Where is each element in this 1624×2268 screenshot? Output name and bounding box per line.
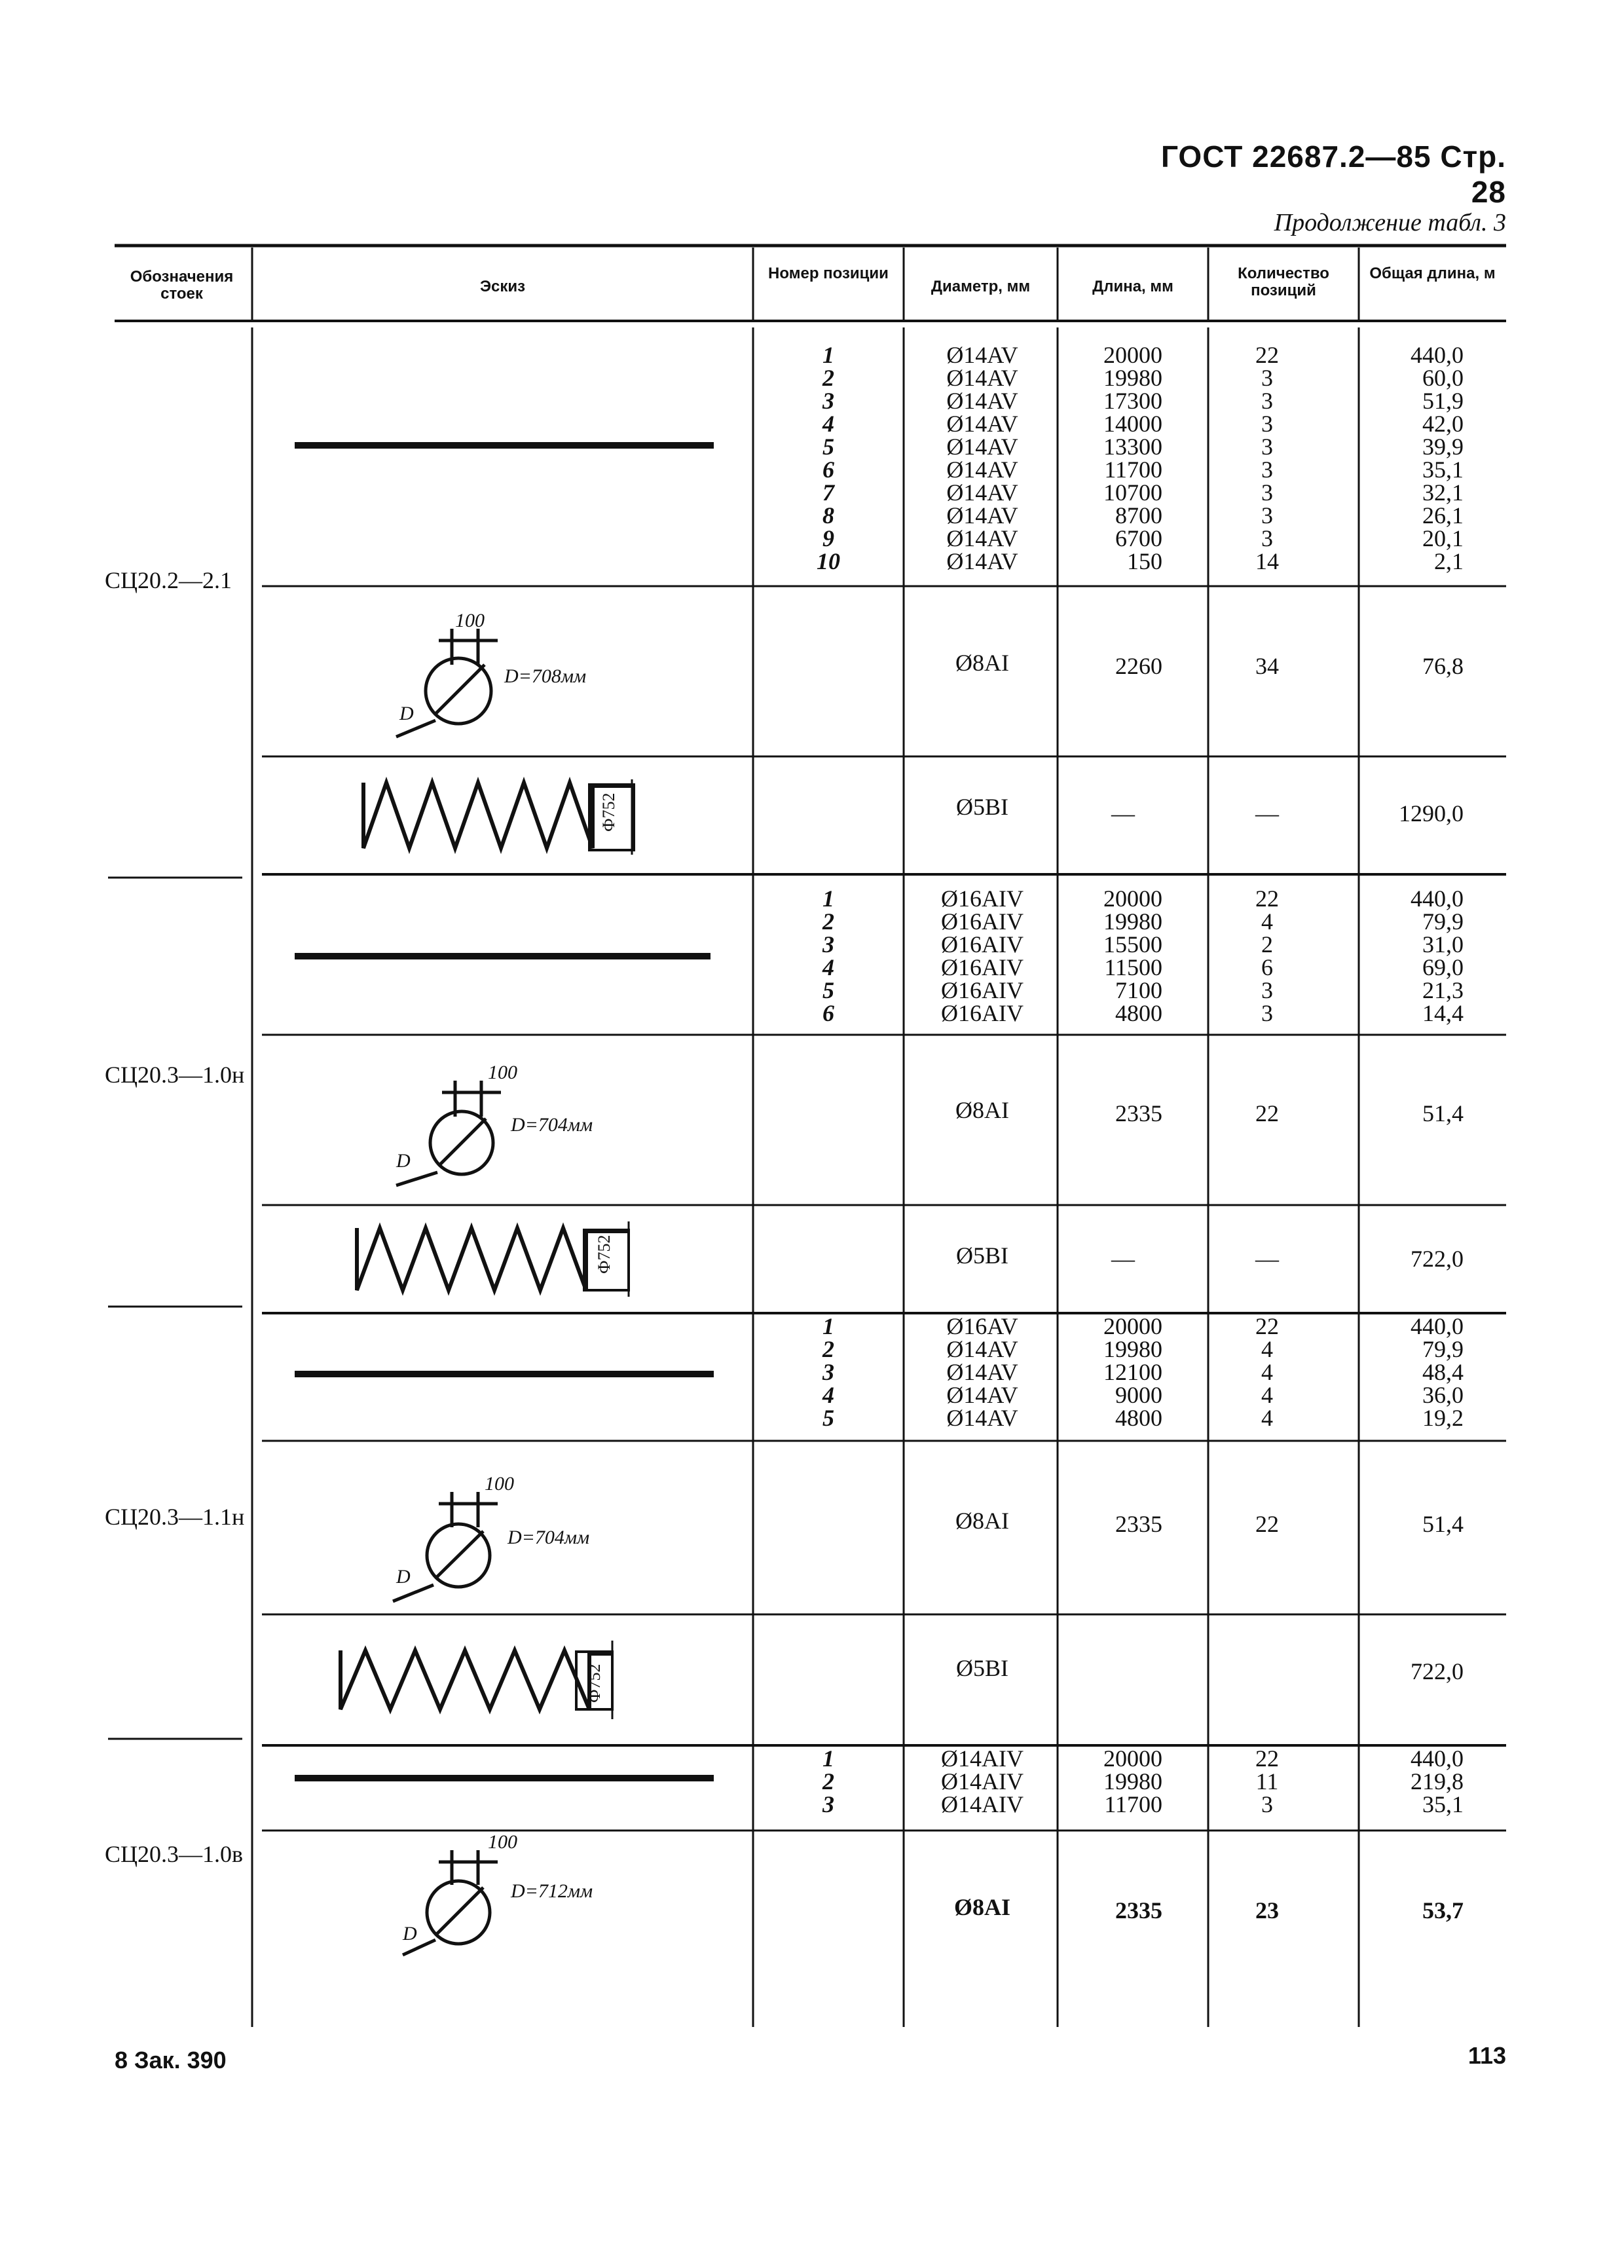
- ring-dim-4: 100: [488, 1831, 517, 1853]
- ring-count-4: 23: [1255, 1897, 1279, 1924]
- positions-2: 1 2 3 4 5 6: [822, 885, 834, 1026]
- ring-sketch-2: [396, 1081, 501, 1185]
- positions-1: 1 2 3 4 5 6 7 8 9 10: [817, 342, 840, 574]
- ring-d-label-3: D: [396, 1566, 411, 1588]
- designation-3: СЦ20.3—1.1н: [105, 1504, 245, 1530]
- ring-total-3: 51,4: [1422, 1511, 1464, 1537]
- bar-sketches: [295, 445, 714, 1778]
- counts-1: 22 3 3 3 3 3 3 3 3 14: [1255, 342, 1279, 574]
- ring-total-1: 76,8: [1422, 653, 1464, 679]
- page-number: 113: [1467, 2042, 1506, 2069]
- lengths-4: 20000 19980 11700: [1103, 1745, 1162, 1817]
- positions-3: 1 2 3 4 5: [822, 1313, 834, 1431]
- spiral-sketch-2: [357, 1221, 629, 1297]
- spiral-length-1: —: [1111, 800, 1135, 827]
- positions-4: 1 2 3: [822, 1745, 834, 1817]
- spiral-diameter-1: Ø5BI: [956, 794, 1008, 820]
- spiral-sketches: [341, 779, 634, 1719]
- ring-length-3: 2335: [1115, 1511, 1162, 1537]
- ring-length-2: 2335: [1115, 1100, 1162, 1126]
- totals-4: 440,0 219,8 35,1: [1411, 1745, 1464, 1817]
- footer-order-note: 8 Зак. 390: [115, 2047, 227, 2073]
- spiral-diameter-2: Ø5BI: [956, 1242, 1008, 1269]
- ring-d-text-3: D=704мм: [507, 1527, 590, 1548]
- spiral-count-1: —: [1255, 800, 1279, 827]
- ring-count-2: 22: [1255, 1100, 1279, 1126]
- counts-3: 22 4 4 4 4: [1255, 1313, 1279, 1431]
- page-title: ГОСТ 22687.2—85 Стр. 28: [1160, 139, 1506, 209]
- ring-dim-1: 100: [455, 610, 485, 631]
- ring-diameter-3: Ø8AI: [955, 1508, 1009, 1534]
- ring-count-1: 34: [1255, 653, 1279, 679]
- column-header-length: Длина, мм: [1092, 278, 1173, 295]
- column-header-total: Общая длина, м: [1369, 265, 1496, 282]
- lengths-3: 20000 19980 12100 9000 4800: [1103, 1313, 1162, 1431]
- spiral-dim-2: Ф752: [595, 1235, 614, 1274]
- ring-total-4: 53,7: [1422, 1897, 1464, 1924]
- totals-2: 440,0 79,9 31,0 69,0 21,3 14,4: [1411, 885, 1464, 1026]
- ring-d-label-4: D: [403, 1923, 417, 1944]
- ring-dim-3: 100: [485, 1473, 514, 1495]
- spiral-sketch-1: [363, 779, 634, 855]
- spiral-total-3: 722,0: [1411, 1658, 1464, 1684]
- designation-4: СЦ20.3—1.0в: [105, 1841, 244, 1867]
- spiral-diameter-3: Ø5BI: [956, 1655, 1008, 1681]
- spiral-total-1: 1290,0: [1399, 800, 1464, 827]
- ring-diameter-1: Ø8AI: [955, 650, 1009, 676]
- ring-d-text-4: D=712мм: [511, 1880, 593, 1902]
- designation-1: СЦ20.2—2.1: [105, 567, 232, 593]
- ring-diameter-4: Ø8AI: [953, 1894, 1010, 1920]
- spiral-total-2: 722,0: [1411, 1246, 1464, 1272]
- column-header-designation: Обозначения стоек: [130, 268, 234, 303]
- ring-total-2: 51,4: [1422, 1100, 1464, 1126]
- lengths-2: 20000 19980 15500 11500 7100 4800: [1103, 885, 1162, 1026]
- counts-4: 22 11 3: [1255, 1745, 1279, 1817]
- ring-dim-2: 100: [488, 1062, 517, 1083]
- ring-d-label-1: D: [399, 703, 414, 724]
- spiral-sketch-3: [341, 1641, 612, 1719]
- diameters-2: Ø16AIV Ø16AIV Ø16AIV Ø16AIV Ø16AIV Ø16AIV: [941, 885, 1024, 1026]
- column-header-diameter: Диаметр, мм: [931, 278, 1031, 295]
- ring-d-text-2: D=704мм: [511, 1114, 593, 1136]
- diameters-1: Ø14AV Ø14AV Ø14AV Ø14AV Ø14AV Ø14AV Ø14AV Ø14AV Ø14AV Ø14AV: [946, 342, 1018, 574]
- designation-2: СЦ20.3—1.0н: [105, 1062, 245, 1088]
- table-continuation-note: Продолжение табл. 3: [1274, 209, 1506, 236]
- lengths-1: 20000 19980 17300 14000 13300 11700 10700 8700 6700 150: [1103, 342, 1162, 574]
- spiral-dim-3: Ф752: [585, 1664, 604, 1703]
- ring-d-text-1: D=708мм: [504, 665, 587, 687]
- ring-length-1: 2260: [1115, 653, 1162, 679]
- column-header-count: Количество позиций: [1238, 265, 1329, 299]
- column-header-position: Номер позиции: [768, 265, 889, 282]
- column-header-sketch: Эскиз: [479, 278, 526, 295]
- spiral-length-2: —: [1111, 1246, 1135, 1272]
- totals-3: 440,0 79,9 48,4 36,0 19,2: [1411, 1313, 1464, 1431]
- diameters-3: Ø16AV Ø14AV Ø14AV Ø14AV Ø14AV: [946, 1313, 1018, 1431]
- spiral-count-2: —: [1255, 1246, 1279, 1272]
- ring-count-3: 22: [1255, 1511, 1279, 1537]
- ring-diameter-2: Ø8AI: [955, 1097, 1009, 1123]
- totals-1: 440,0 60,0 51,9 42,0 39,9 35,1 32,1 26,1 20,1 2,1: [1411, 342, 1464, 574]
- diameters-4: Ø14AIV Ø14AIV Ø14AIV: [941, 1745, 1024, 1817]
- spiral-dim-1: Ф752: [599, 792, 618, 832]
- ring-d-label-2: D: [396, 1150, 411, 1172]
- counts-2: 22 4 2 6 3 3: [1255, 885, 1279, 1026]
- ring-length-4: 2335: [1115, 1897, 1162, 1924]
